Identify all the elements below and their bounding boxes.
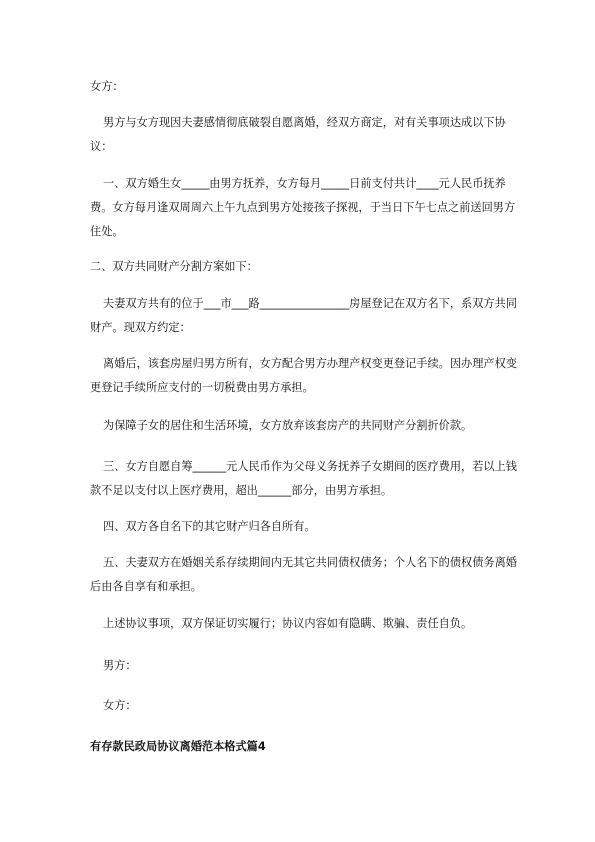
intro-paragraph: 男方与女方现因夫妻感情彻底破裂自愿离婚，经双方商定，对有关事项达成以下协议： — [90, 116, 506, 153]
item4-paragraph: 四、双方各自名下的其它财产归各自所有。 — [103, 520, 316, 533]
item5-paragraph: 五、夫妻双方在婚姻关系存续期间内无其它共同债权债务；个人名下的债权债务离婚后由各自享有和承担。 — [90, 556, 517, 593]
item1-paragraph: 一、双方婚生女_____由男方抚养，女方每月_____日前支付共计____元人民币抚养费。女方每月逢双周周六上午九点到男方处接孩子探视，于当日下午七点之前送回男方住处。 — [90, 177, 516, 238]
wife-signature-label: 女方： — [90, 80, 124, 93]
husband-signature-label: 男方： — [103, 659, 137, 672]
item2-title: 二、双方共同财产分割方案如下： — [90, 260, 258, 273]
next-section-heading: 有存款民政局协议离婚范本格式篇4 — [90, 740, 266, 753]
closing-paragraph: 上述协议事项，双方保证切实履行；协议内容如有隐瞒、欺骗、责任自负。 — [103, 617, 473, 630]
item2-waiver-paragraph: 为保障子女的居住和生活环境，女方放弃该套房产的共同财产分割折价款。 — [103, 419, 473, 432]
item3-paragraph: 三、女方自愿自筹______元人民币作为父母义务抚养子女期间的医疗费用，若以上钱款不足以支付以上医疗费用，超出______部分，由男方承担。 — [90, 460, 517, 497]
wife-signature-label-bottom: 女方： — [103, 699, 137, 712]
item2-ownership-paragraph: 离婚后，该套房屋归男方所有，女方配合男方办理产权变更登记手续。因办理产权变更登记手续所应支付的一切税费由男方承担。 — [90, 357, 517, 394]
item2-property-paragraph: 夫妻双方共有的位于___市___路________________房屋登记在双方名下，系双方共同财产。现双方约定： — [90, 297, 517, 334]
